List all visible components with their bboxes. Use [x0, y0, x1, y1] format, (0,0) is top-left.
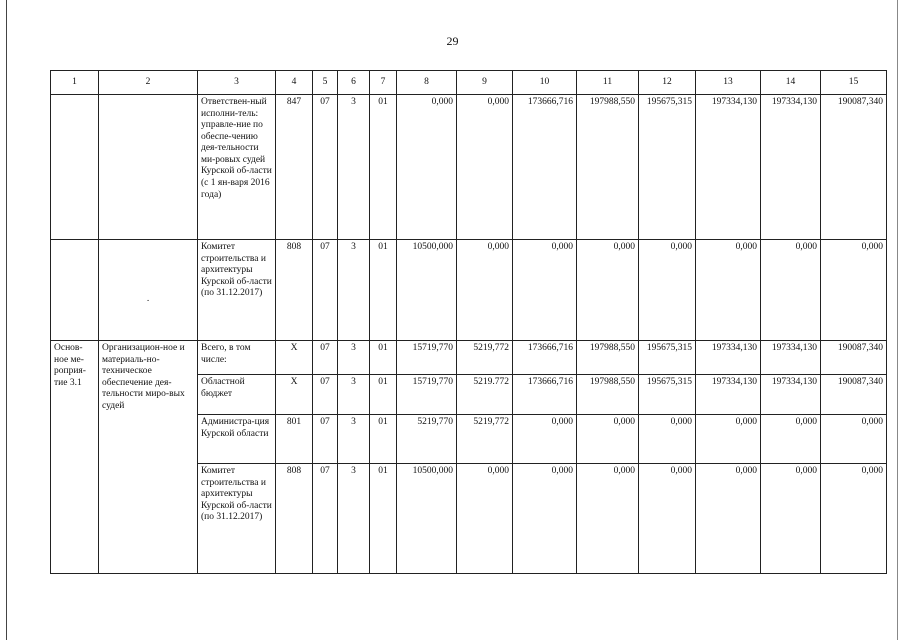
cell-col13: 197334,130 [696, 375, 761, 415]
cell-col15: 0,000 [821, 240, 887, 341]
page-edge-left [6, 0, 7, 640]
cell-col14: 0,000 [761, 464, 821, 574]
page-number: 29 [446, 34, 459, 48]
cell-col14: 197334,130 [761, 341, 821, 375]
cell-col11: 197988,550 [577, 375, 639, 415]
cell-col12: 0,000 [639, 464, 696, 574]
cell-col12: 0,000 [639, 240, 696, 341]
table-row [51, 341, 887, 375]
table-row [51, 240, 887, 341]
cell-col5: 07 [313, 341, 338, 375]
table-header-row [51, 71, 887, 95]
event-name-cell [99, 240, 198, 341]
cell-col4: 801 [276, 415, 313, 464]
stray-mark: . [146, 294, 150, 304]
executor-cell: Областной бюджет [198, 375, 276, 415]
executor-cell: Ответствен-ный исполни-тель: управле-ние по обеспе-чению дея-тельности ми-ровых судей Курской об-ласти (с 1 ян-варя 2016 года) [198, 95, 276, 240]
cell-col8: 10500,000 [397, 240, 457, 341]
cell-col8: 10500,000 [397, 464, 457, 574]
cell-col4: 808 [276, 240, 313, 341]
cell-col15: 190087,340 [821, 341, 887, 375]
column-header: 8 [397, 71, 457, 95]
cell-col7: 01 [370, 341, 397, 375]
column-header: 11 [577, 71, 639, 95]
cell-col6: 3 [338, 415, 370, 464]
cell-col12: 195675,315 [639, 375, 696, 415]
column-header: 12 [639, 71, 696, 95]
cell-col8: 15719,770 [397, 375, 457, 415]
column-header: 14 [761, 71, 821, 95]
cell-col6: 3 [338, 375, 370, 415]
cell-col9: 0,000 [457, 464, 513, 574]
cell-col11: 197988,550 [577, 341, 639, 375]
cell-col9: 0,000 [457, 95, 513, 240]
cell-col15: 0,000 [821, 415, 887, 464]
table-row [51, 95, 887, 240]
cell-col10: 0,000 [513, 464, 577, 574]
column-header: 2 [99, 71, 198, 95]
event-name-cell [99, 95, 198, 240]
column-header: 1 [51, 71, 99, 95]
cell-col10: 173666,716 [513, 375, 577, 415]
executor-cell: Комитет строительства и архитектуры Курской об-ласти (по 31.12.2017) [198, 464, 276, 574]
cell-col5: 07 [313, 95, 338, 240]
cell-col8: 5219,770 [397, 415, 457, 464]
column-header: 9 [457, 71, 513, 95]
cell-col9: 0,000 [457, 240, 513, 341]
cell-col10: 0,000 [513, 415, 577, 464]
cell-col14: 197334,130 [761, 375, 821, 415]
cell-col7: 01 [370, 240, 397, 341]
cell-col6: 3 [338, 341, 370, 375]
cell-col5: 07 [313, 375, 338, 415]
column-header: 6 [338, 71, 370, 95]
column-header: 7 [370, 71, 397, 95]
cell-col15: 190087,340 [821, 375, 887, 415]
cell-col4: 808 [276, 464, 313, 574]
cell-col13: 0,000 [696, 464, 761, 574]
cell-col10: 173666,716 [513, 341, 577, 375]
event-cell [51, 95, 99, 240]
cell-col13: 197334,130 [696, 95, 761, 240]
page-edge-right [897, 0, 898, 640]
cell-col10: 173666,716 [513, 95, 577, 240]
column-header: 15 [821, 71, 887, 95]
cell-col14: 0,000 [761, 240, 821, 341]
column-header: 5 [313, 71, 338, 95]
cell-col15: 0,000 [821, 464, 887, 574]
cell-col7: 01 [370, 415, 397, 464]
cell-col4: X [276, 341, 313, 375]
cell-col13: 0,000 [696, 240, 761, 341]
executor-cell: Комитет строительства и архитектуры Курской об-ласти (по 31.12.2017) [198, 240, 276, 341]
executor-cell: Администра-ция Курской области [198, 415, 276, 464]
cell-col13: 197334,130 [696, 341, 761, 375]
event-cell [51, 240, 99, 341]
column-header: 4 [276, 71, 313, 95]
cell-col5: 07 [313, 464, 338, 574]
column-header: 3 [198, 71, 276, 95]
cell-col5: 07 [313, 240, 338, 341]
cell-col6: 3 [338, 95, 370, 240]
cell-col14: 0,000 [761, 415, 821, 464]
cell-col5: 07 [313, 415, 338, 464]
cell-col9: 5219.772 [457, 375, 513, 415]
cell-col7: 01 [370, 464, 397, 574]
executor-cell: Всего, в том числе: [198, 341, 276, 375]
event-number-cell: Основ-ное ме-роприя-тие 3.1 [51, 341, 99, 574]
cell-col8: 15719,770 [397, 341, 457, 375]
cell-col11: 0,000 [577, 415, 639, 464]
cell-col6: 3 [338, 464, 370, 574]
event-name-cell: Организацион-ное и материаль-но-техническое обеспечение дея-тельности миро-вых судей [99, 341, 198, 574]
cell-col7: 01 [370, 95, 397, 240]
cell-col12: 195675,315 [639, 341, 696, 375]
cell-col9: 5219,772 [457, 341, 513, 375]
cell-col8: 0,000 [397, 95, 457, 240]
cell-col6: 3 [338, 240, 370, 341]
cell-col12: 0,000 [639, 415, 696, 464]
cell-col10: 0,000 [513, 240, 577, 341]
cell-col11: 0,000 [577, 240, 639, 341]
column-header: 13 [696, 71, 761, 95]
budget-table [50, 70, 887, 574]
cell-col11: 0,000 [577, 464, 639, 574]
cell-col15: 190087,340 [821, 95, 887, 240]
cell-col14: 197334,130 [761, 95, 821, 240]
cell-col13: 0,000 [696, 415, 761, 464]
cell-col4: 847 [276, 95, 313, 240]
cell-col7: 01 [370, 375, 397, 415]
cell-col9: 5219,772 [457, 415, 513, 464]
cell-col4: X [276, 375, 313, 415]
column-header: 10 [513, 71, 577, 95]
cell-col12: 195675,315 [639, 95, 696, 240]
cell-col11: 197988,550 [577, 95, 639, 240]
